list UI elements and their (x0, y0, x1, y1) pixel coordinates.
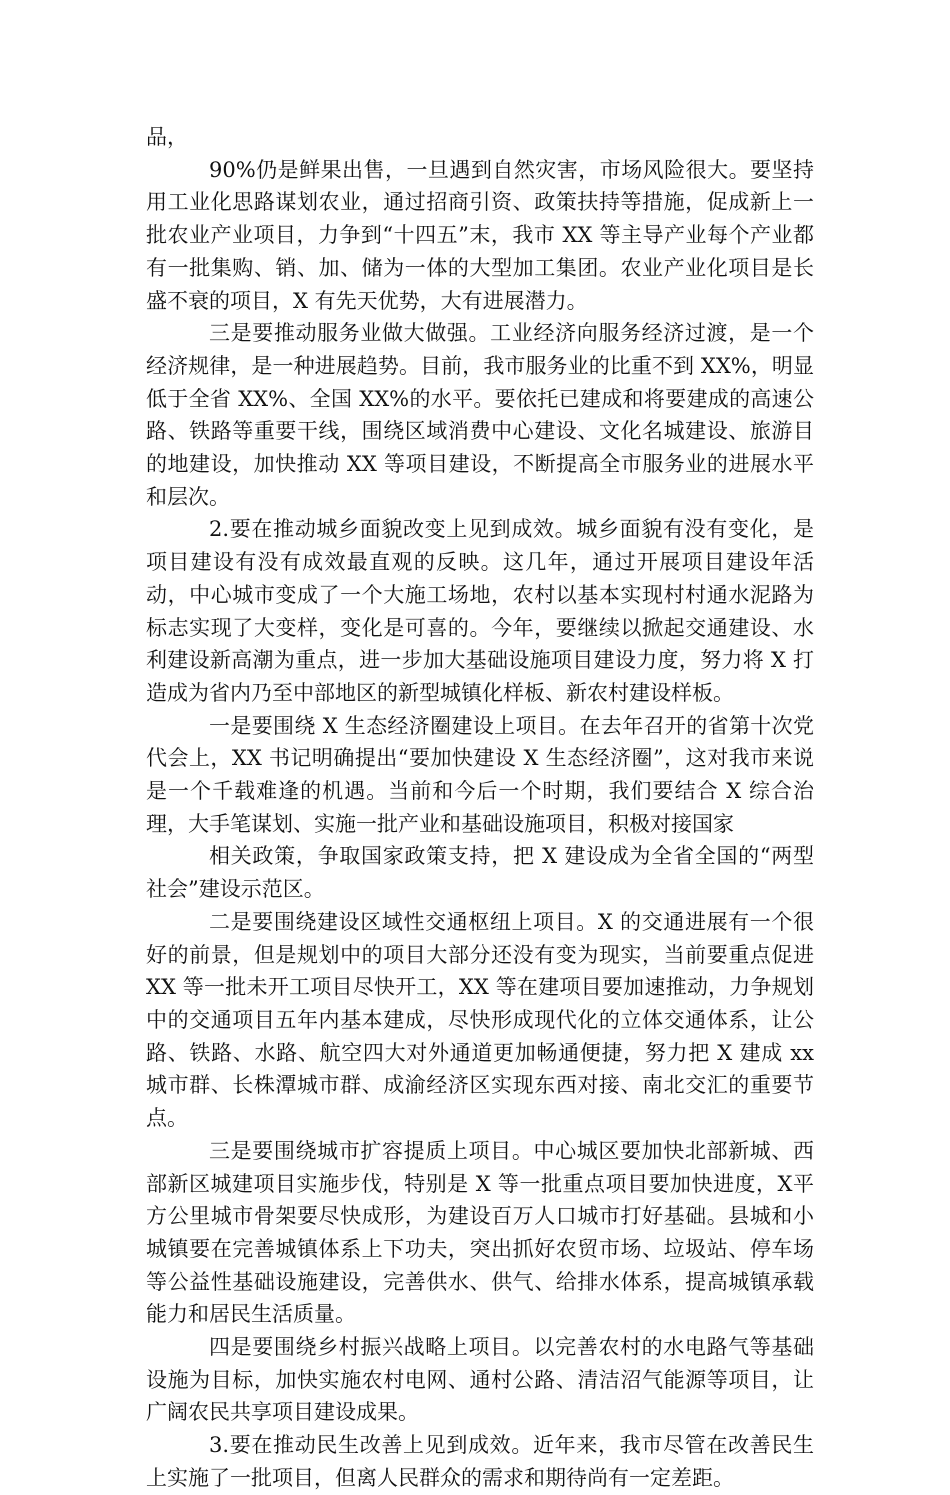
paragraph-4: 一是要围绕 X 生态经济圈建设上项目。在去年召开的省第十次党代会上，XX 书记明确提出“要加快建设 X 生态经济圈”，这对我市来说是一个千载难逢的机遇。当前和今后一个时期，我们要结合 X 综合治理，大手笔谋划、实施一批产业和基础设施项目，积极对接国家 (146, 713, 814, 836)
paragraph-2: 三是要推动服务业做大做强。工业经济向服务经济过渡，是一个经济规律，是一种进展趋势。目前，我市服务业的比重不到 XX%，明显低于全省 XX%、全国 XX%的水平。要依托已建成和将要建成的高速公路、铁路等重要干线，围绕区域消费中心建设、文化名城建设、旅游目的地建设，加快推动 XX 等项目建设，不断提高全市服务业的进展水平和层次。 (146, 321, 814, 509)
paragraph-9: 3.要在推动民生改善上见到成效。近年来，我市尽管在改善民生上实施了一批项目，但离人民群众的需求和期待尚有一定差距。 (146, 1433, 814, 1490)
paragraph-8: 四是要围绕乡村振兴战略上项目。以完善农村的水电路气等基础设施为目标，加快实施农村电网、通村公路、清洁沼气能源等项目，让广阔农民共享项目建设成果。 (146, 1335, 814, 1425)
paragraph-6: 二是要围绕建设区域性交通枢纽上项目。X 的交通进展有一个很好的前景，但是规划中的项目大部分还没有变为现实，当前要重点促进 XX 等一批未开工项目尽快开工，XX 等在建项目要加速推动，力争规划中的交通项目五年内基本建成，尽快形成现代化的立体交通体系，让公路、铁路、水路、航空四大对外通道更加畅通便捷，努力把 X 建成 xx 城市群、长株潭城市群、成渝经济区实现东西对接、南北交汇的重要节点。 (146, 909, 814, 1131)
paragraph-7: 三是要围绕城市扩容提质上项目。中心城区要加快北部新城、西部新区城建项目实施步伐，特别是 X 等一批重点项目要加快进度，X平方公里城市骨架要尽快成形，为建设百万人口城市打好基础。县城和小城镇要在完善城镇体系上下功夫，突出抓好农贸市场、垃圾站、停车场等公益性基础设施建设，完善供水、供气、给排水体系，提高城镇承载能力和居民生活质量。 (146, 1138, 814, 1327)
paragraph-0: 品， (146, 125, 188, 149)
paragraph-5: 相关政策，争取国家政策支持，把 X 建设成为全省全国的“两型社会”建设示范区。 (146, 844, 814, 902)
paragraph-3: 2.要在推动城乡面貌改变上见到成效。城乡面貌有没有变化，是项目建设有没有成效最直观的反映。这几年，通过开展项目建设年活动，中心城市变成了一个大施工场地，农村以基本实现村村通水泥路为标志实现了大变样，变化是可喜的。今年，要继续以掀起交通建设、水利建设新高潮为重点，进一步加大基础设施项目建设力度，努力将 X 打造成为省内乃至中部地区的新型城镇化样板、新农村建设样板。 (146, 517, 814, 705)
document-page (146, 121, 814, 1495)
paragraph-1: 90%仍是鲜果出售，一旦遇到自然灾害，市场风险很大。要坚持用工业化思路谋划农业，通过招商引资、政策扶持等措施，促成新上一批农业产业项目，力争到“十四五”末，我市 XX 等主导产业每个产业都有一批集购、销、加、储为一体的大型加工集团。农业产业化项目是长盛不衰的项目，X 有先天优势，大有进展潜力。 (146, 157, 814, 313)
